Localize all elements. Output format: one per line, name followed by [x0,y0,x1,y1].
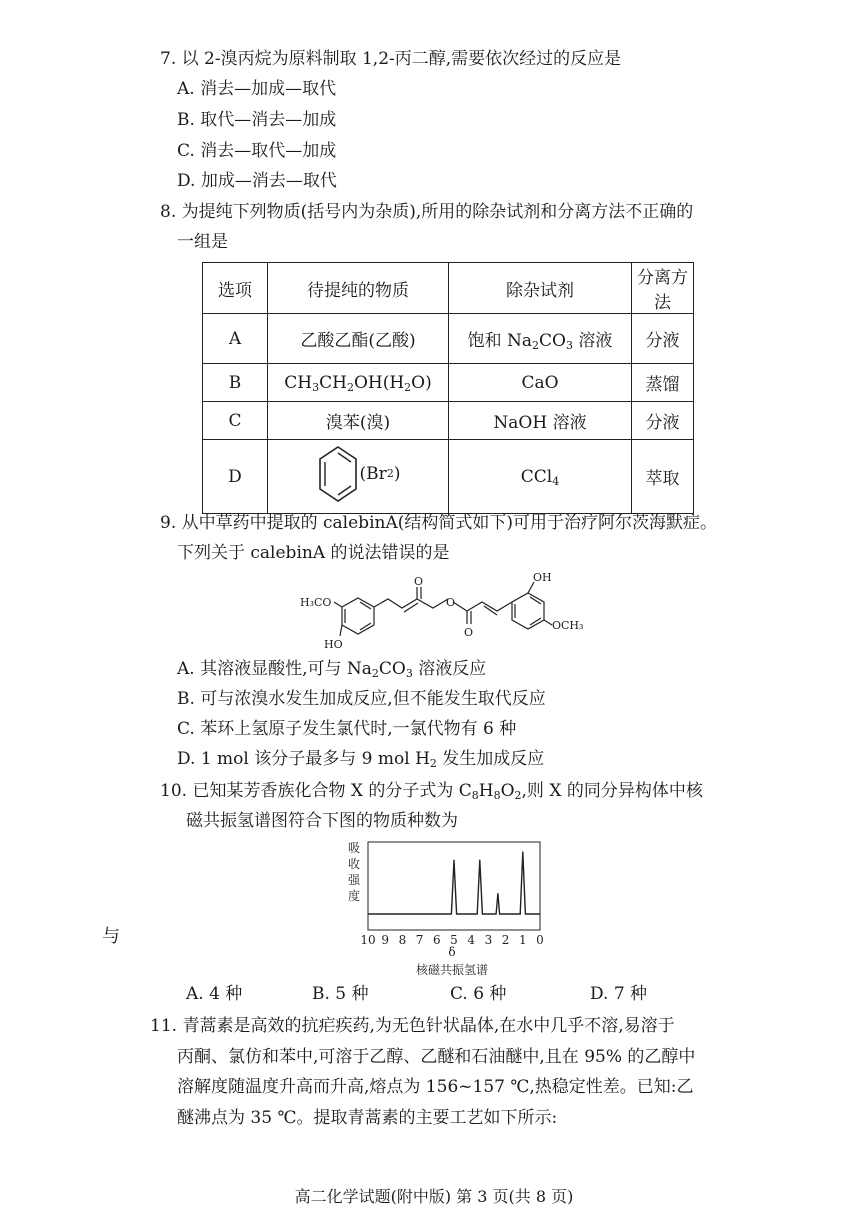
q10-option-d: D. 7 种 [590,984,648,1004]
row-option: B [203,364,268,402]
q8-stem-line1: 8. 为提纯下列物质(括号内为杂质),所用的除杂试剂和分离方法不正确的 [160,202,694,222]
x-tick-label: 10 [360,933,376,947]
q10-option-c: C. 6 种 [450,984,507,1004]
page-footer: 高二化学试题(附中版) 第 3 页(共 8 页) [294,1187,574,1206]
q10-option-a: A. 4 种 [186,984,243,1004]
q10-option-b: B. 5 种 [312,984,369,1004]
chart-frame [368,842,540,930]
q10-stem-line1: 10. 已知某芳香族化合物 X 的分子式为 $C_8H_8O_2$,则 X 的同分异构体中核 [160,781,703,802]
q7-option-c: C. 消去—取代—加成 [177,141,337,161]
x-tick-label: 5 [450,933,458,947]
label-h3co: H₃CO [300,596,332,609]
label-o-ester: O [446,596,456,609]
q11-line4: 醚沸点为 35 ℃。提取青蒿素的主要工艺如下所示: [177,1108,558,1128]
peak-4 [522,851,523,852]
spectrum-line [368,852,540,914]
q7-stem: 7. 以 2-溴丙烷为原料制取 1,2-丙二醇,需要依次经过的反应是 [160,49,622,69]
row-substance: 乙酸乙酯(乙酸) [268,314,449,364]
x-tick-label: 7 [415,933,424,947]
header-method: 分离方法 [632,263,694,314]
peak-3 [497,893,498,894]
x-tick-label: 2 [501,933,510,947]
q9-option-a: A. 其溶液显酸性,可与 $Na_2CO_3$ 溶液反应 [177,659,487,680]
label-o-ketone: O [414,575,424,588]
q8-table [202,262,694,514]
x-axis-label: δ [448,945,456,959]
peak-2 [479,859,480,860]
row-reagent: CCl$_4$ [449,440,632,514]
margin-mark: 与 [102,926,120,947]
x-tick-label: 3 [484,933,493,947]
row-option: A [203,314,268,364]
row-substance: $CH_3CH_2OH(H_2O)$ [268,364,449,402]
row-substance: (Br 2 ) [268,440,449,514]
q9-option-c: C. 苯环上氢原子发生氯代时,一氯代物有 6 种 [177,719,517,739]
nmr-spectrum-chart [340,838,560,980]
row-substance: 溴苯(溴) [268,402,449,440]
label-ho: HO [324,638,343,651]
y-axis-label-char: 收 [348,857,361,871]
x-tick-label: 0 [536,933,544,947]
q11-line3: 溶解度随温度升高而升高,熔点为 156~157 ℃,热稳定性差。已知:乙 [177,1077,694,1097]
header-substance: 待提纯的物质 [268,263,449,314]
x-tick-label: 8 [398,933,407,947]
q9-option-b: B. 可与浓溴水发生加成反应,但不能发生取代反应 [177,689,546,709]
y-axis-label-char: 强 [348,873,361,887]
label-och3: OCH₃ [552,619,584,632]
x-tick-label: 6 [432,933,441,947]
q9-stem-line1: 9. 从中草药中提取的 calebinA(结构简式如下)可用于治疗阿尔茨海默症。 [160,513,717,533]
header-option: 选项 [203,263,268,314]
row-method: 分液 [632,314,694,364]
q9-option-d: D. 1 mol 该分子最多与 9 mol $H_2$ 发生加成反应 [177,749,545,770]
x-tick-label: 1 [518,933,527,947]
x-tick-label: 4 [467,933,476,947]
chart-caption: 核磁共振氢谱 [415,963,489,977]
row-reagent: 饱和 $Na_2CO_3$ 溶液 [449,314,632,364]
row-method: 蒸馏 [632,364,694,402]
peak-1 [453,859,454,860]
row-reagent: CaO [449,364,632,402]
table-row [203,440,694,514]
header-reagent: 除杂试剂 [449,263,632,314]
q11-line1: 11. 青蒿素是高效的抗疟疾药,为无色针状晶体,在水中几乎不溶,易溶于 [150,1016,675,1036]
y-axis-label-char: 吸 [348,841,361,855]
row-option: D [203,440,268,514]
table-row [203,314,694,364]
q7-option-b: B. 取代—消去—加成 [177,110,337,130]
table-row [203,402,694,440]
x-tick-label: 9 [381,933,390,947]
q11-line2: 丙酮、氯仿和苯中,可溶于乙醇、乙醚和石油醚中,且在 95% 的乙醇中 [177,1047,696,1067]
row-method: 萃取 [632,440,694,514]
label-o-carbonyl: O [464,626,474,639]
row-method: 分液 [632,402,694,440]
label-oh: OH [533,571,552,584]
q9-stem-line2: 下列关于 calebinA 的说法错误的是 [177,543,450,563]
q7-option-a: A. 消去—加成—取代 [177,79,337,99]
table-row [203,364,694,402]
row-option: C [203,402,268,440]
q8-stem-line2: 一组是 [177,232,228,252]
benzene-ring-icon [316,444,360,504]
table-header-row [203,263,694,314]
row-reagent: NaOH 溶液 [449,402,632,440]
calebin-structure [300,566,600,658]
y-axis-label-char: 度 [348,889,361,903]
q10-stem-line2: 磁共振氢谱图符合下图的物质种数为 [186,811,458,831]
q7-option-d: D. 加成—消去—取代 [177,171,337,191]
